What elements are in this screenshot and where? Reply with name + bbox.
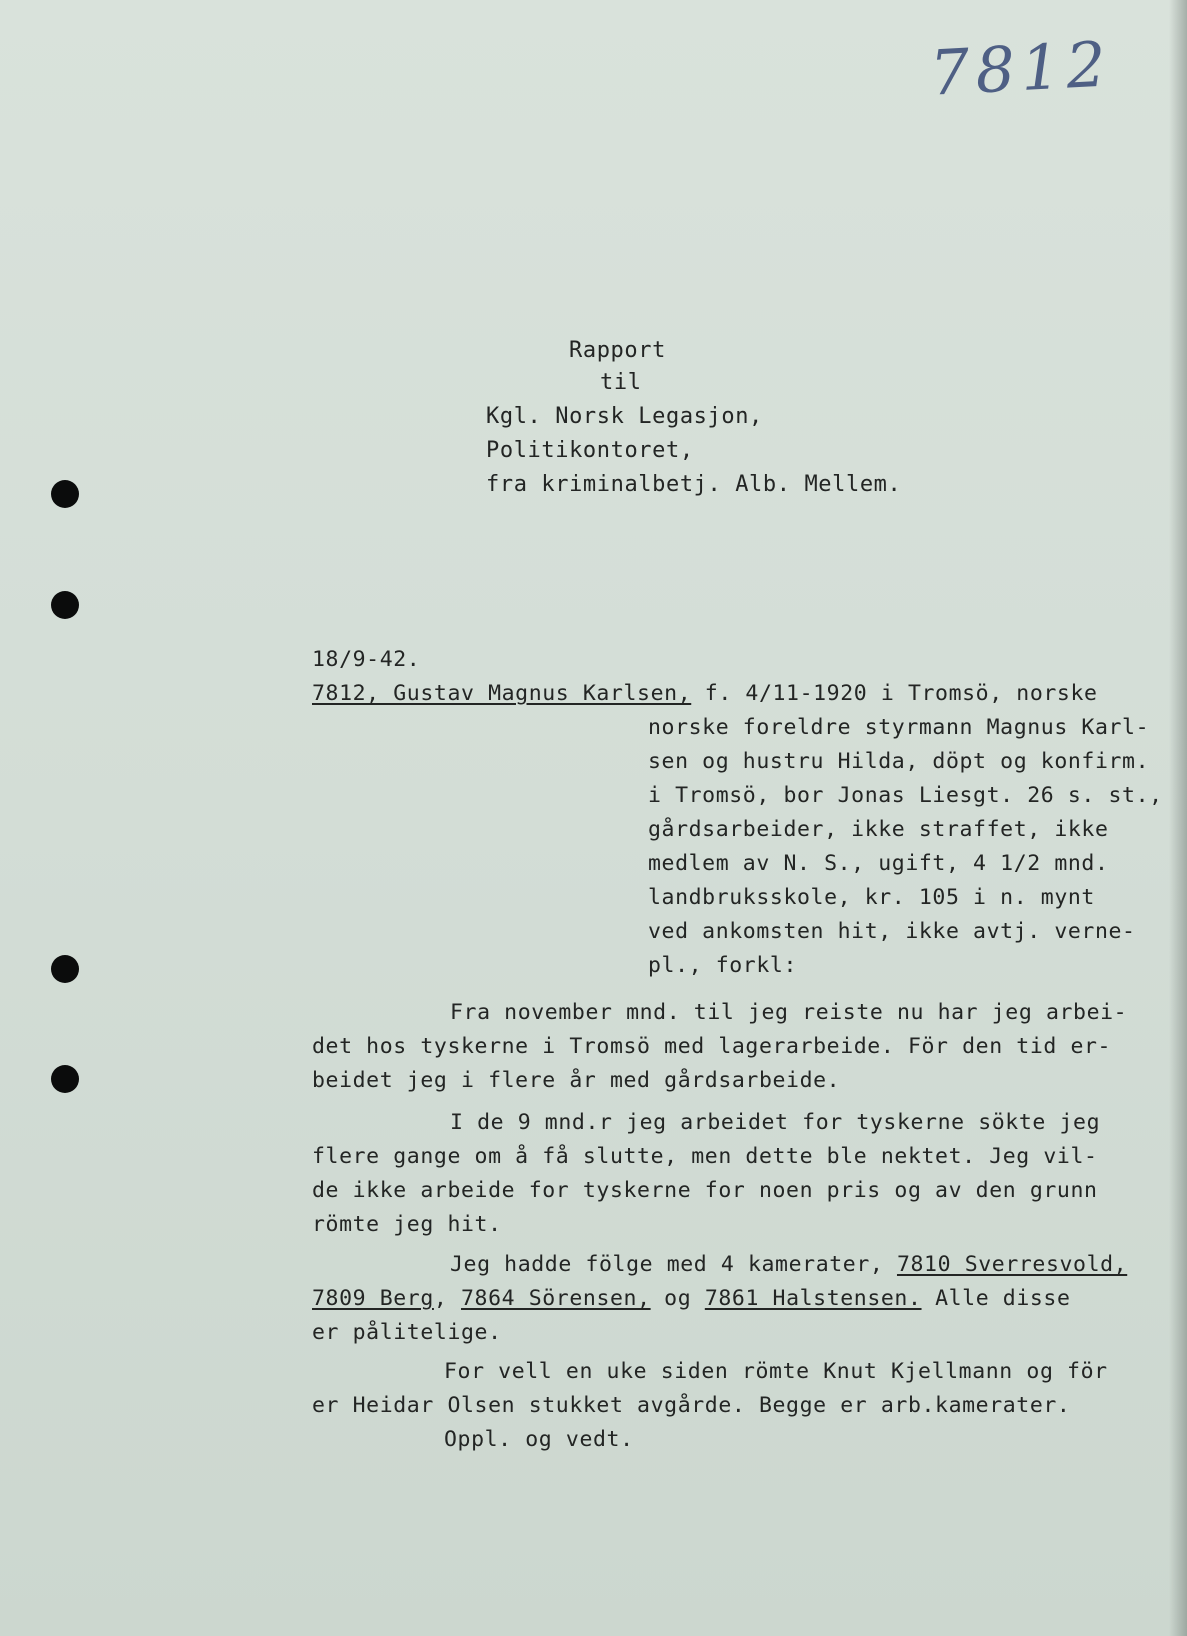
- page-edge-shadow: [1169, 0, 1187, 1636]
- person-detail-line: i Tromsö, bor Jonas Liesgt. 26 s. st.,: [648, 783, 1163, 808]
- statement-line: [450, 1252, 1127, 1277]
- statement-line: Fra november mnd. til jeg reiste nu har jeg arbei-: [450, 1000, 1128, 1025]
- closing-note: Oppl. og vedt.: [444, 1427, 634, 1452]
- connector-text: Alle disse: [935, 1286, 1071, 1311]
- person-intro-line: [312, 681, 1098, 706]
- companion-ref: 7810 Sverresvold,: [896, 1252, 1128, 1277]
- person-detail-line: gårdsarbeider, ikke straffet, ikke: [648, 817, 1109, 842]
- person-birth-info: f. 4/11-1920 i Tromsö, norske: [704, 681, 1098, 706]
- companions-text: Jeg hadde fölge med 4 kamerater,: [450, 1252, 884, 1277]
- heading-office: Politikontoret,: [486, 438, 694, 463]
- heading-to: til: [600, 370, 642, 395]
- statement-line: römte jeg hit.: [312, 1212, 502, 1237]
- statement-line: de ikke arbeide for tyskerne for noen pris og av den grunn: [312, 1178, 1098, 1203]
- companion-ref: 7861 Halstensen.: [704, 1286, 922, 1311]
- punch-hole-icon: [51, 591, 79, 619]
- heading-sender: fra kriminalbetj. Alb. Mellem.: [486, 472, 902, 497]
- punch-hole-icon: [51, 955, 79, 983]
- person-id-name: 7812, Gustav Magnus Karlsen,: [312, 681, 692, 706]
- heading-title: Rapport: [569, 338, 666, 363]
- statement-line: I de 9 mnd.r jeg arbeidet for tyskerne sökte jeg: [450, 1110, 1101, 1135]
- punch-hole-icon: [51, 1065, 79, 1093]
- handwritten-case-number: 7812: [928, 27, 1114, 110]
- companion-ref: 7864 Sörensen,: [461, 1286, 651, 1311]
- report-date: 18/9-42.: [312, 647, 421, 672]
- punch-hole-icon: [51, 480, 79, 508]
- person-detail-line: landbruksskole, kr. 105 i n. mynt: [648, 885, 1095, 910]
- person-detail-line: pl., forkl:: [648, 953, 797, 978]
- statement-line: For vell en uke siden römte Knut Kjellmann og för: [444, 1359, 1108, 1384]
- statement-line: 7809 Berg, 7864 Sörensen, og 7861 Halstensen. Alle disse: [312, 1286, 1071, 1311]
- companion-ref: 7809 Berg: [312, 1286, 434, 1311]
- statement-line: flere gange om å få slutte, men dette ble nektet. Jeg vil-: [312, 1144, 1098, 1169]
- statement-line: beidet jeg i flere år med gårdsarbeide.: [312, 1068, 841, 1093]
- statement-line: er pålitelige.: [312, 1320, 502, 1345]
- person-detail-line: ved ankomsten hit, ikke avtj. verne-: [648, 919, 1136, 944]
- statement-line: det hos tyskerne i Tromsö med lagerarbeide. För den tid er-: [312, 1034, 1112, 1059]
- connector-text: og: [664, 1286, 692, 1311]
- person-detail-line: norske foreldre styrmann Magnus Karl-: [648, 715, 1150, 740]
- person-detail-line: sen og hustru Hilda, döpt og konfirm.: [648, 749, 1150, 774]
- statement-line: er Heidar Olsen stukket avgårde. Begge er arb.kamerater.: [312, 1393, 1071, 1418]
- heading-recipient: Kgl. Norsk Legasjon,: [486, 404, 763, 429]
- person-detail-line: medlem av N. S., ugift, 4 1/2 mnd.: [648, 851, 1109, 876]
